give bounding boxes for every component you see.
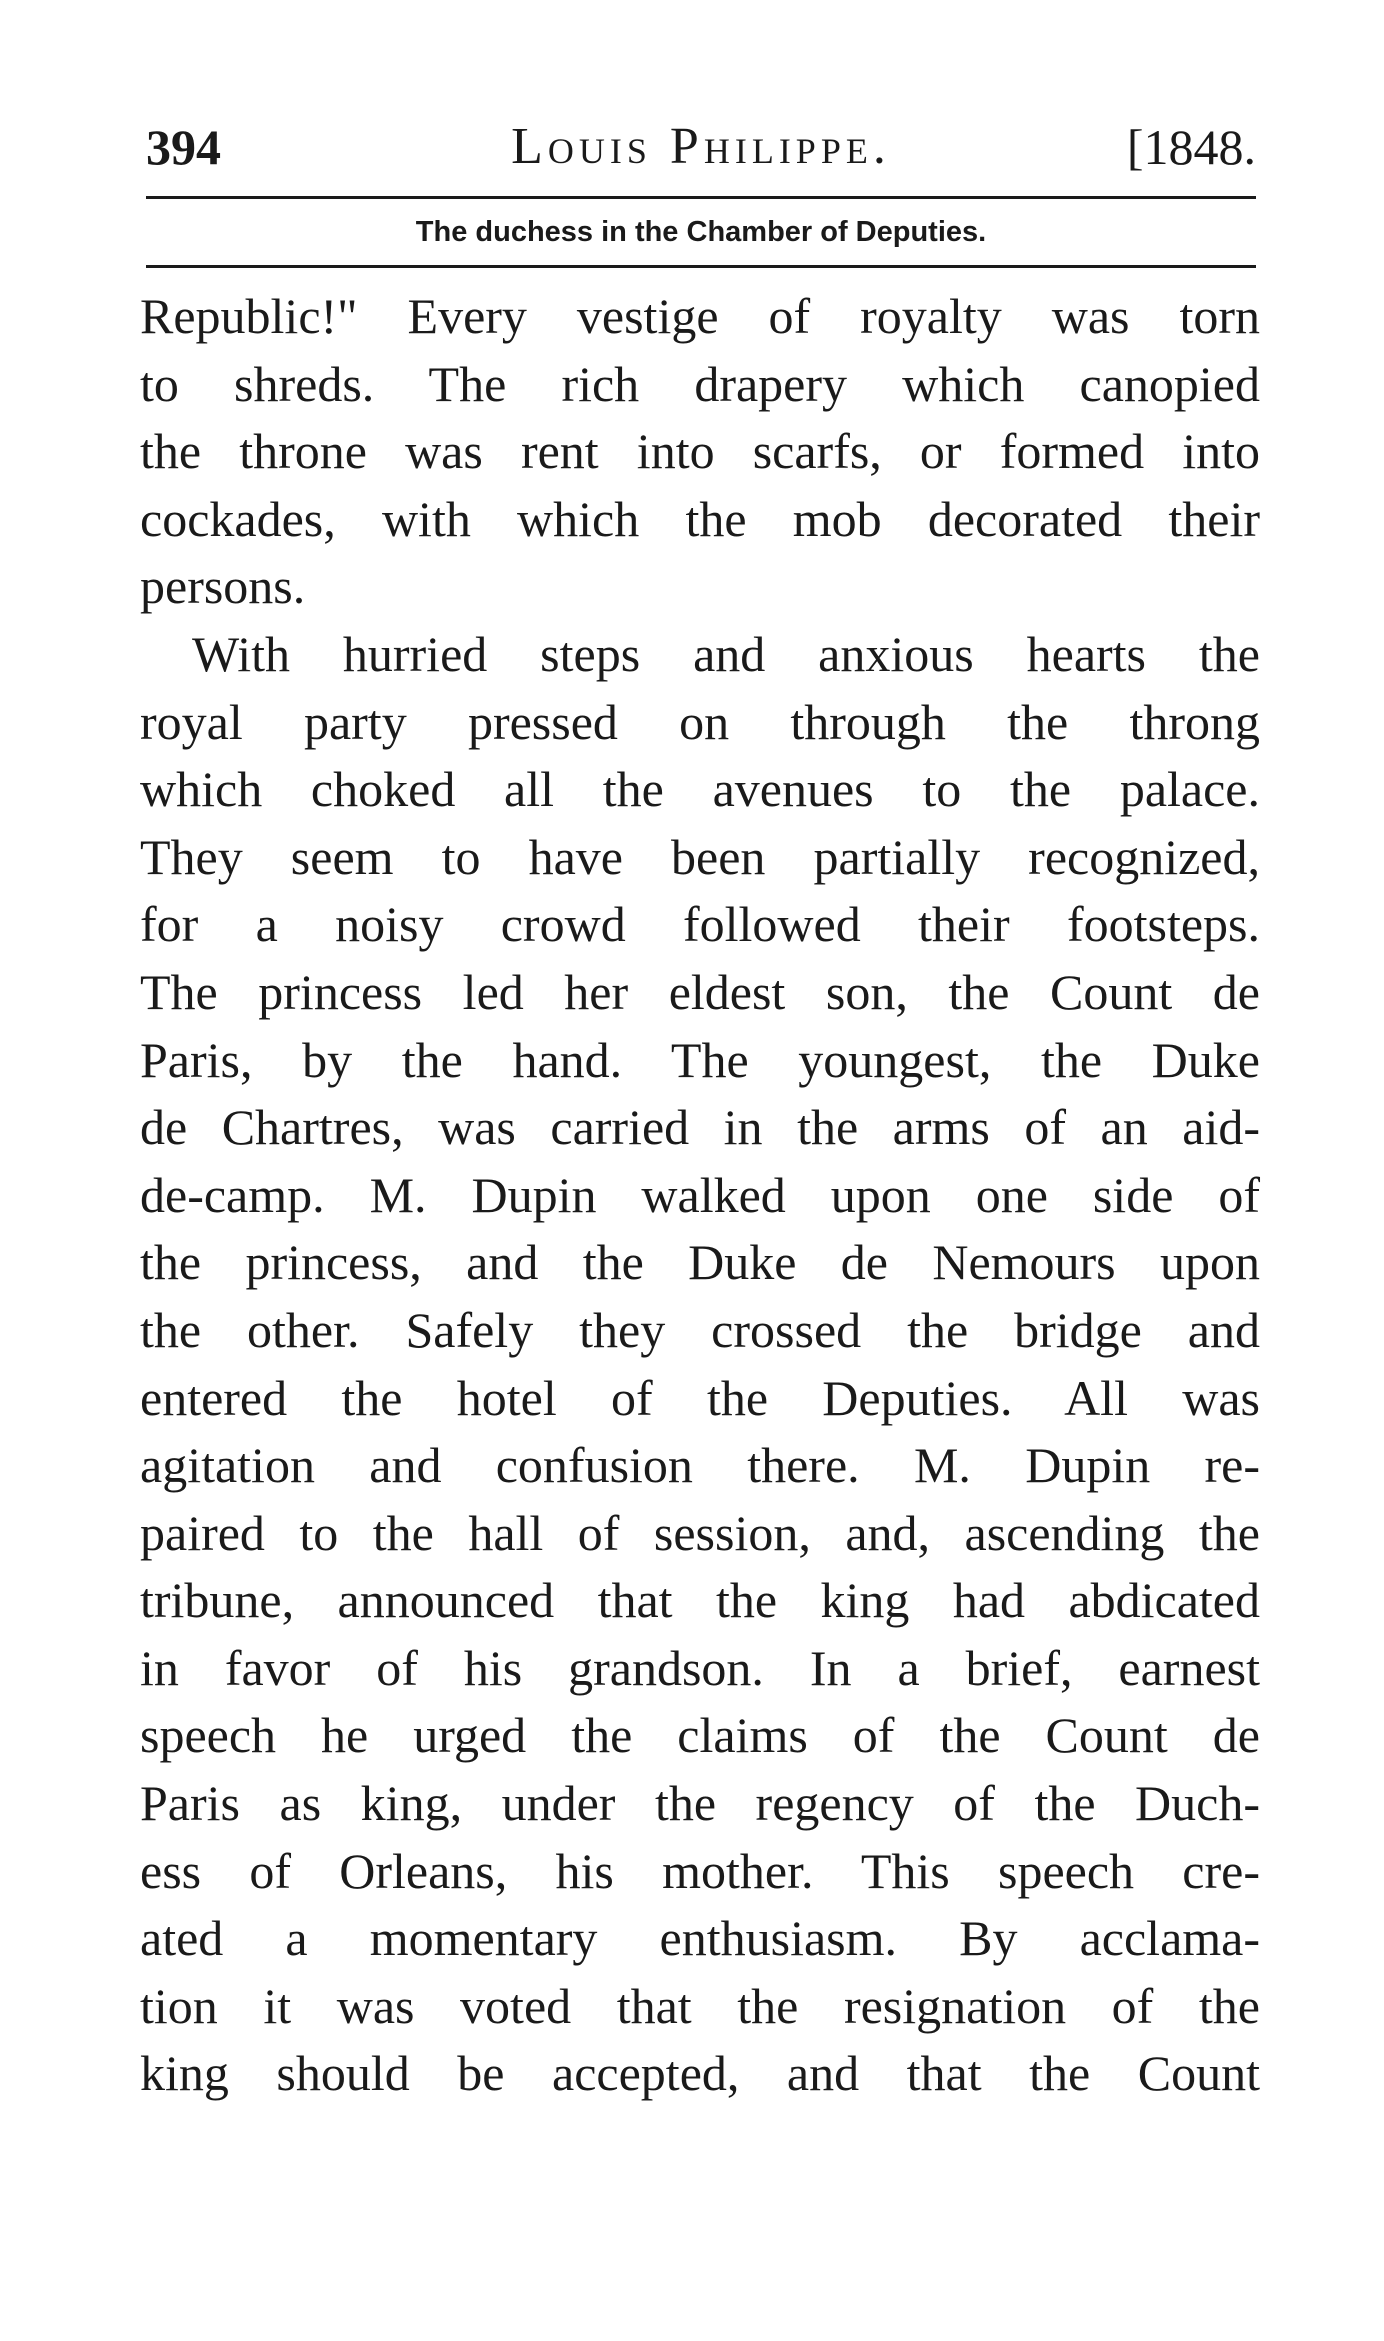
text-line: Paris as king, under the regency of the Duch- (140, 1775, 1260, 1832)
text-line: de Chartres, was carried in the arms of an aid- (140, 1099, 1260, 1156)
text-line: They seem to have been partially recognized, (140, 828, 1260, 885)
text-line: speech he urged the claims of the Count de (140, 1707, 1260, 1764)
body-text (140, 283, 1260, 2108)
text-line: tion it was voted that the resignation of the (140, 1977, 1260, 2034)
text-line: Paris, by the hand. The youngest, the Duke (140, 1031, 1260, 1088)
header-rule-top (146, 196, 1256, 199)
text-line: for a noisy crowd followed their footsteps. (140, 896, 1260, 953)
text-line: The princess led her eldest son, the Count de (140, 963, 1260, 1020)
running-title: Louis Philippe. (511, 118, 891, 175)
text-line: ated a momentary enthusiasm. By acclama- (140, 1910, 1260, 1967)
text-line: ess of Orleans, his mother. This speech cre- (140, 1842, 1260, 1899)
text-line: which choked all the avenues to the palace. (140, 761, 1260, 818)
text-line: the other. Safely they crossed the bridge and (140, 1301, 1260, 1358)
section-subtitle: The duchess in the Chamber of Deputies. (415, 216, 987, 248)
text-line: tribune, announced that the king had abdicated (140, 1572, 1260, 1629)
text-line: to shreds. The rich drapery which canopied (140, 355, 1260, 412)
text-line: paired to the hall of session, and, ascending the (140, 1504, 1260, 1561)
text-line: de-camp. M. Dupin walked upon one side of (140, 1166, 1260, 1223)
header-year: [1848. (1126, 119, 1256, 175)
text-line: agitation and confusion there. M. Dupin re- (140, 1437, 1260, 1494)
text-line: the throne was rent into scarfs, or formed into (140, 423, 1260, 480)
page-number: 394 (146, 119, 221, 175)
page-header (146, 112, 1256, 182)
text-line: royal party pressed on through the throng (140, 693, 1260, 750)
text-line: entered the hotel of the Deputies. All was (140, 1369, 1260, 1426)
text-line: in favor of his grandson. In a brief, earnest (140, 1639, 1260, 1696)
text-line: persons. (140, 558, 306, 615)
text-line: cockades, with which the mob decorated their (140, 490, 1260, 547)
header-rule-bottom (146, 265, 1256, 268)
text-line: king should be accepted, and that the Count (140, 2045, 1260, 2102)
text-line: Republic!" Every vestige of royalty was torn (140, 288, 1260, 344)
text-line: the princess, and the Duke de Nemours upon (140, 1234, 1260, 1291)
text-line: With hurried steps and anxious hearts the (192, 625, 1260, 682)
